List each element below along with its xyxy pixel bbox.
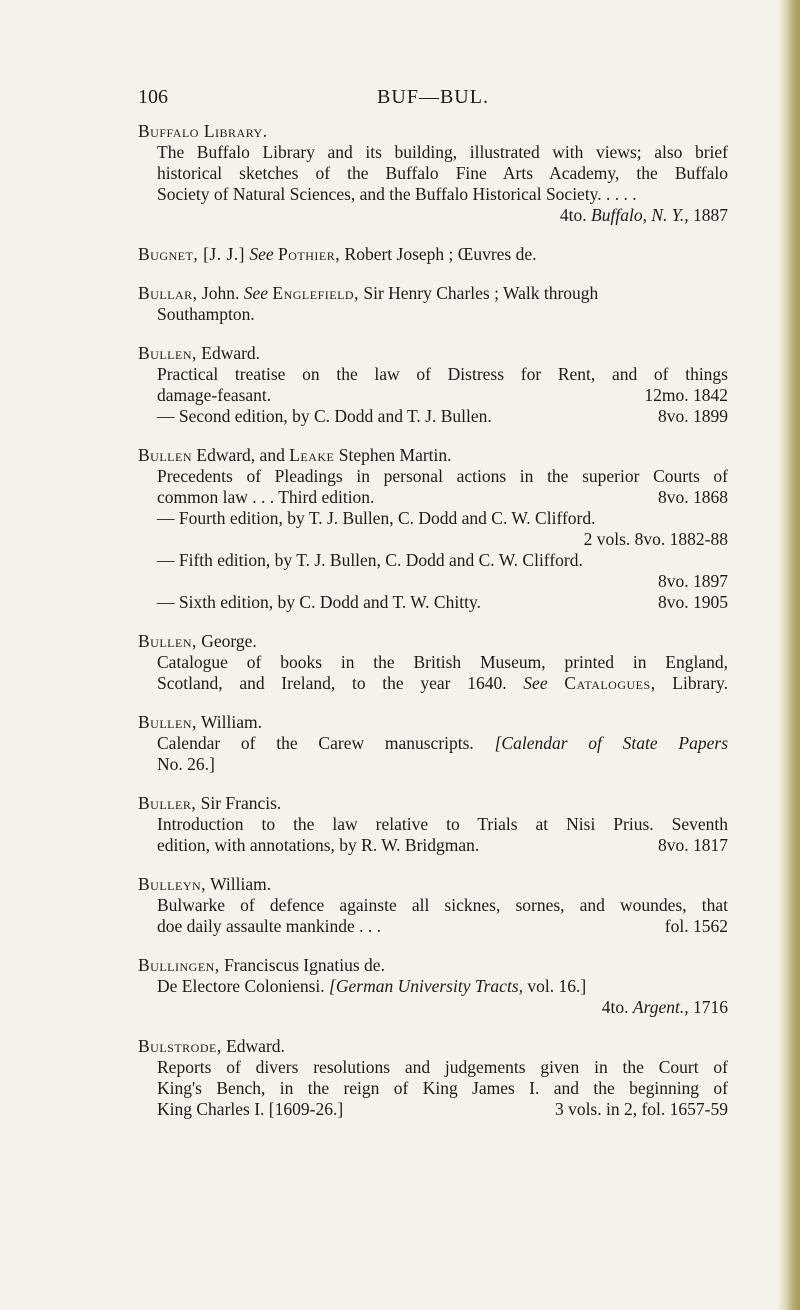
cross-reference-detail: Robert Joseph ; Œuvres de. [344, 244, 537, 264]
entry-name: John. [201, 283, 240, 303]
catalogue-entry [138, 631, 728, 694]
entry-name: Edward. [226, 1036, 285, 1056]
imprint-year: 1842 [693, 385, 728, 405]
entry-name: George. [201, 631, 257, 651]
catalogue-entry [138, 793, 728, 856]
entry-name: Franciscus Ignatius de. [224, 955, 385, 975]
entry-imprint [665, 916, 728, 937]
entry-imprint: 2 vols. 8vo. 1882-88 [583, 529, 728, 549]
entry-heading: Buffalo Library. [138, 121, 268, 141]
entry-imprint [658, 835, 728, 856]
entry-heading: Bulleyn, [138, 874, 207, 894]
cross-reference-detail: Library. [672, 673, 729, 693]
imprint-year: 1562 [693, 916, 728, 936]
imprint-year: 1899 [693, 406, 728, 426]
imprint-format: 4to. [601, 997, 629, 1017]
imprint-year: 1887 [693, 205, 728, 225]
cross-reference: Catalogues, [564, 673, 656, 693]
entry-imprint [658, 592, 728, 613]
entry-description: King Charles I. [1609-26.] [157, 1099, 344, 1119]
sub-edition: — Fourth edition, by T. J. Bullen, C. Dodd and C. W. Clifford. [157, 508, 596, 528]
catalogue-entry [138, 712, 728, 775]
imprint-format: 8vo. [658, 835, 689, 855]
entry-description: Catalogue of books in the British Museum, printed in England, [157, 652, 728, 672]
entry-description: edition, with annotations, by R. W. Bridgman. [157, 835, 480, 855]
entry-heading: Bullen [138, 445, 192, 465]
imprint-year: 1905 [693, 592, 728, 612]
page-header [138, 86, 728, 110]
entry-description: Calendar of the Carew manuscripts. [157, 733, 474, 753]
entry-heading: Bullen, [138, 631, 197, 651]
entry-description: Introduction to the law relative to Trials at Nisi Prius. Seventh [157, 814, 728, 834]
running-title: BUF—BUL. [377, 86, 489, 108]
entry-imprint [644, 385, 728, 406]
entry-imprint [138, 205, 728, 226]
cross-reference-detail: Southampton. [157, 304, 255, 324]
entry-description: Bulwarke of defence againste all sicknes, sornes, and woundes, that [157, 895, 728, 915]
entry-name: Sir Francis. [200, 793, 282, 813]
entry-description: De Electore Coloniensi. [157, 976, 325, 996]
see-reference: See [249, 244, 274, 264]
entry-imprint [658, 487, 728, 508]
catalogue-entry [138, 343, 728, 427]
see-reference: See [243, 283, 269, 303]
imprint-place: Argent., [632, 997, 689, 1017]
entry-heading: Buller, [138, 793, 197, 813]
imprint-format: 8vo. [658, 487, 689, 507]
entry-description: common law . . . Third edition. [157, 487, 375, 507]
series-note: No. 26.] [157, 754, 215, 774]
imprint-year: 1716 [693, 997, 728, 1017]
entry-name: Edward. [201, 343, 261, 363]
entry-heading: Bullen, [138, 712, 197, 732]
cross-reference-detail: Sir Henry Charles ; Walk through [363, 283, 599, 303]
entry-description: King's Bench, in the reign of King James I. and the beginning of [157, 1078, 728, 1098]
imprint-format: fol. [664, 916, 689, 936]
entry-name-second: Stephen Martin. [338, 445, 452, 465]
entry-heading: Bugnet, [J. J.] [138, 244, 245, 264]
series-note: [German University Tracts, [329, 976, 523, 996]
series-note: [Calendar of State Papers [494, 733, 728, 753]
catalogue-entry [138, 283, 728, 325]
entry-description: Scotland, and Ireland, to the year 1640. [157, 673, 507, 693]
imprint-format: 4to. [559, 205, 587, 225]
entry-description: Society of Natural Sciences, and the Buffalo Historical Society. . . . . [157, 184, 637, 204]
sub-edition: — Fifth edition, by T. J. Bullen, C. Dodd and C. W. Clifford. [157, 550, 583, 570]
imprint-place: Buffalo, N. Y., [591, 205, 689, 225]
entry-imprint: 8vo. 1897 [658, 571, 728, 591]
entry-name: Edward, and [196, 445, 285, 465]
entry-heading-second: Leake [289, 445, 335, 465]
cross-reference: Englefield, [272, 283, 359, 303]
catalogue-entry [138, 244, 728, 265]
see-reference: See [523, 673, 548, 693]
sub-edition: — Sixth edition, by C. Dodd and T. W. Chitty. [157, 592, 481, 612]
catalogue-entry [138, 121, 728, 226]
entry-heading: Bullar, [138, 283, 198, 303]
entry-description: Reports of divers resolutions and judgements given in the Court of [157, 1057, 728, 1077]
entry-name: William. [200, 712, 262, 732]
entry-description: historical sketches of the Buffalo Fine Arts Academy, the Buffalo [157, 163, 728, 183]
catalogue-entry [138, 1036, 728, 1120]
imprint-format: 8vo. [658, 406, 689, 426]
entry-heading: Bullen, [138, 343, 197, 363]
entry-heading: Bulstrode, [138, 1036, 222, 1056]
catalogue-entry [138, 955, 728, 1018]
entry-description: The Buffalo Library and its building, illustrated with views; also brief [157, 142, 728, 162]
imprint-format: 8vo. [658, 592, 689, 612]
entry-description: doe daily assaulte mankinde . . . [157, 916, 382, 936]
page-number: 106 [138, 86, 168, 108]
entry-imprint [138, 997, 728, 1018]
entry-imprint: 3 vols. in 2, fol. 1657-59 [554, 1099, 728, 1119]
series-note-detail: vol. 16.] [527, 976, 587, 996]
entry-heading: Bullingen, [138, 955, 220, 975]
entry-description: damage-feasant. [157, 385, 272, 405]
sub-edition: — Second edition, by C. Dodd and T. J. Bullen. [157, 406, 492, 426]
catalogue-entry [138, 445, 728, 613]
catalogue-entry [138, 874, 728, 937]
catalogue-entries [138, 121, 728, 1138]
entry-name: William. [210, 874, 272, 894]
imprint-year: 1817 [693, 835, 728, 855]
entry-description: Practical treatise on the law of Distress for Rent, and of things [157, 364, 728, 384]
cross-reference: Pothier, [278, 244, 341, 264]
imprint-format: 12mo. [644, 385, 689, 405]
entry-imprint [658, 406, 728, 427]
imprint-year: 1868 [693, 487, 728, 507]
entry-description: Precedents of Pleadings in personal actions in the superior Courts of [157, 466, 728, 486]
